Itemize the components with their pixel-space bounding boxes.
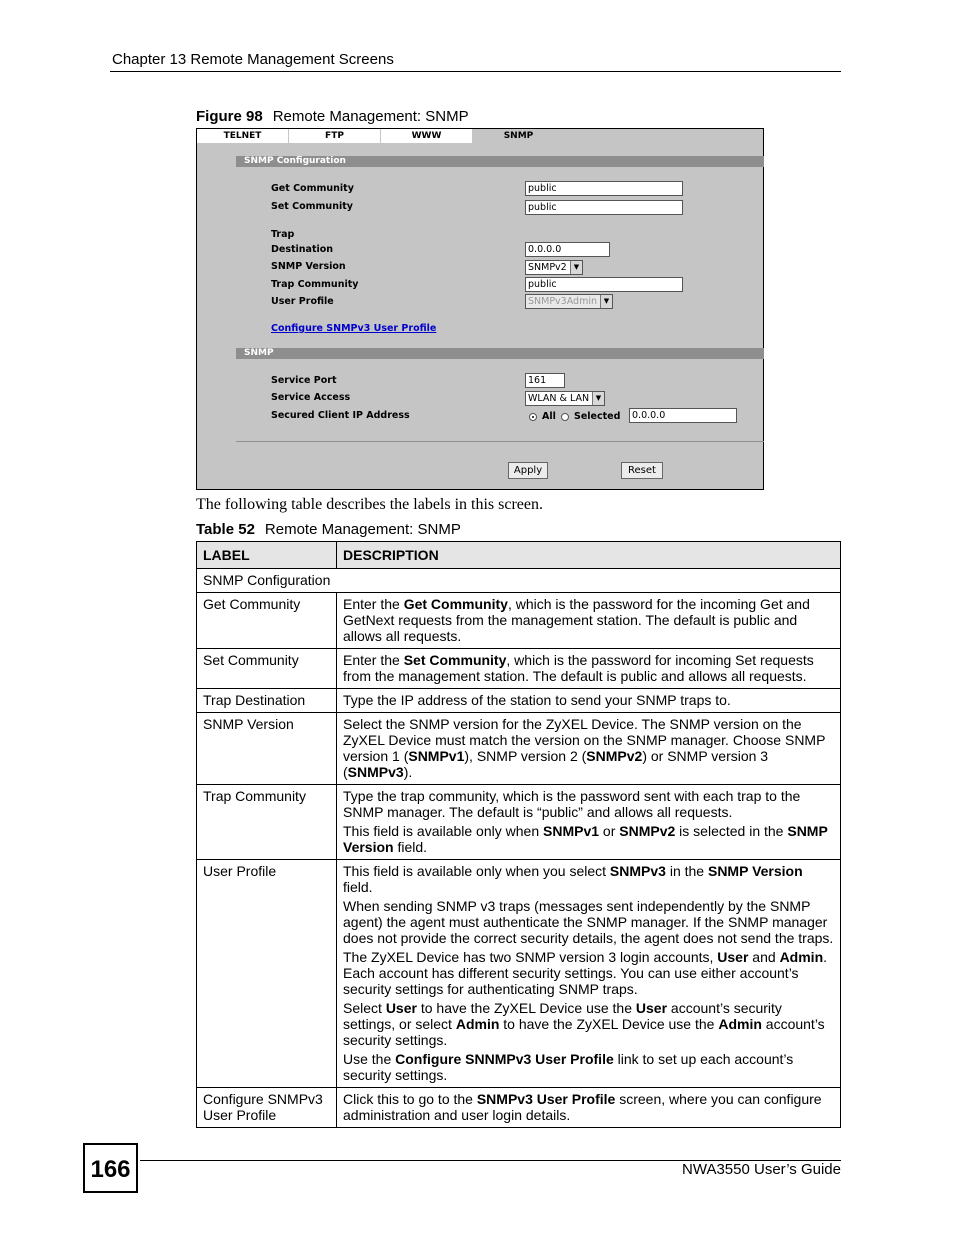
page-number: 166: [83, 1143, 138, 1193]
trap-destination-input[interactable]: 0.0.0.0: [525, 242, 610, 257]
section-divider: [236, 441, 764, 442]
row-description: Click this to go to the SNMPv3 User Profile screen, where you can configure administration and user login details.: [337, 1088, 841, 1128]
snmp-version-label: SNMP Version: [271, 261, 346, 272]
row-label: Configure SNMPv3 User Profile: [197, 1088, 337, 1128]
chevron-down-icon: ▼: [592, 392, 604, 405]
chapter-header: Chapter 13 Remote Management Screens: [112, 51, 394, 68]
set-community-input[interactable]: public: [525, 200, 683, 215]
row-description: This field is available only when you select SNMPv3 in the SNMP Version field. When sending SNMP v3 traps (messages sent independently by the SNMP agent) the agent must authenticate the SNMP manager. If the SNMP manager does not provide the correct security details, the agent does not send the traps. The ZyXEL Device has two SNMP version 3 login accounts, User and Admin. Each account has different security settings. You can use either account’s security settings for authenticating SNMP traps. Select User to have the ZyXEL Device use the User account’s security settings, or select Admin to have the ZyXEL Device use the Admin account’s security settings. Use the Configure SNNMPv3 User Profile link to set up each account’s security settings.: [337, 860, 841, 1088]
row-label: Get Community: [197, 593, 337, 649]
header-rule: [110, 71, 841, 72]
row-description: Type the trap community, which is the password sent with each trap to the SNMP manager. The default is “public” and allows all requests. This field is available only when SNMPv1 or SNMPv2 is selected in the SNMP Version field.: [337, 785, 841, 860]
destination-label: Destination: [271, 244, 334, 255]
trap-community-label: Trap Community: [271, 279, 359, 290]
row-label: Set Community: [197, 649, 337, 689]
service-access-value: WLAN & LAN: [528, 393, 590, 404]
figure-label: Figure 98: [196, 108, 263, 125]
service-access-label: Service Access: [271, 392, 351, 403]
secured-ip-label: Secured Client IP Address: [271, 410, 410, 421]
row-label: SNMP Version: [197, 713, 337, 785]
apply-button[interactable]: Apply: [508, 462, 548, 479]
table-section-row: [197, 569, 841, 593]
configure-snmpv3-link[interactable]: Configure SNMPv3 User Profile: [271, 323, 437, 334]
section-cell: SNMP Configuration: [197, 569, 841, 593]
row-description: Select the SNMP version for the ZyXEL Device. The SNMP version on the ZyXEL Device must match the version on the SNMP manager. Choose SNMP version 1 (SNMPv1), SNMP version 2 (SNMPv2) or SNMP version 3 (SNMPv3).: [337, 713, 841, 785]
intro-text: The following table describes the labels in this screen.: [196, 496, 544, 513]
reset-button[interactable]: Reset: [621, 462, 663, 479]
header-description: DESCRIPTION: [337, 542, 841, 569]
radio-all[interactable]: [529, 413, 537, 421]
service-access-select[interactable]: [525, 391, 605, 406]
snmp-screenshot: [196, 128, 764, 490]
description-table: [196, 541, 841, 1128]
user-profile-select: [525, 294, 613, 309]
table-row: [197, 593, 841, 649]
user-profile-label: User Profile: [271, 296, 334, 307]
guide-title: NWA3550 User’s Guide: [682, 1161, 841, 1178]
tab-snmp[interactable]: SNMP: [473, 129, 565, 143]
chevron-down-icon: ▼: [600, 295, 612, 308]
row-label: Trap Destination: [197, 689, 337, 713]
table-row: [197, 649, 841, 689]
snmp-version-value: SNMPv2: [528, 262, 567, 273]
service-port-input[interactable]: 161: [525, 373, 565, 388]
trap-label: Trap: [271, 229, 295, 240]
table-row: [197, 860, 841, 1088]
table-label: Table 52: [196, 521, 255, 538]
snmp-version-select[interactable]: [525, 260, 583, 275]
get-community-input[interactable]: public: [525, 181, 683, 196]
tab-ftp[interactable]: FTP: [289, 129, 381, 143]
chevron-down-icon: ▼: [570, 261, 582, 274]
trap-community-input[interactable]: public: [525, 277, 683, 292]
radio-selected-label: Selected: [574, 411, 621, 422]
row-description: Type the IP address of the station to send your SNMP traps to.: [337, 689, 841, 713]
snmp-section-bar: SNMP: [236, 348, 764, 359]
header-label: LABEL: [197, 542, 337, 569]
table-row: [197, 713, 841, 785]
tab-www[interactable]: WWW: [381, 129, 473, 143]
row-description: Enter the Get Community, which is the password for the incoming Get and GetNext requests from the management station. The default is public and allows all requests.: [337, 593, 841, 649]
secured-ip-input[interactable]: 0.0.0.0: [629, 408, 737, 423]
tab-bar: [197, 129, 567, 143]
tab-telnet[interactable]: TELNET: [197, 129, 289, 143]
table-row: [197, 689, 841, 713]
set-community-label: Set Community: [271, 201, 353, 212]
get-community-label: Get Community: [271, 183, 354, 194]
table-row: [197, 1088, 841, 1128]
snmp-config-section-bar: SNMP Configuration: [236, 156, 764, 167]
table-row: [197, 785, 841, 860]
row-label: User Profile: [197, 860, 337, 1088]
table-header-row: [197, 542, 841, 569]
table-caption: [196, 521, 461, 538]
figure-title: Remote Management: SNMP: [272, 108, 469, 125]
service-port-label: Service Port: [271, 375, 337, 386]
user-profile-value: SNMPv3Admin: [528, 296, 598, 307]
table-title: Remote Management: SNMP: [264, 521, 461, 538]
row-description: Enter the Set Community, which is the password for incoming Set requests from the management station. The default is public and allows all requests.: [337, 649, 841, 689]
radio-selected[interactable]: [561, 413, 569, 421]
row-label: Trap Community: [197, 785, 337, 860]
figure-caption: [196, 108, 469, 125]
radio-all-label: All: [542, 411, 556, 422]
